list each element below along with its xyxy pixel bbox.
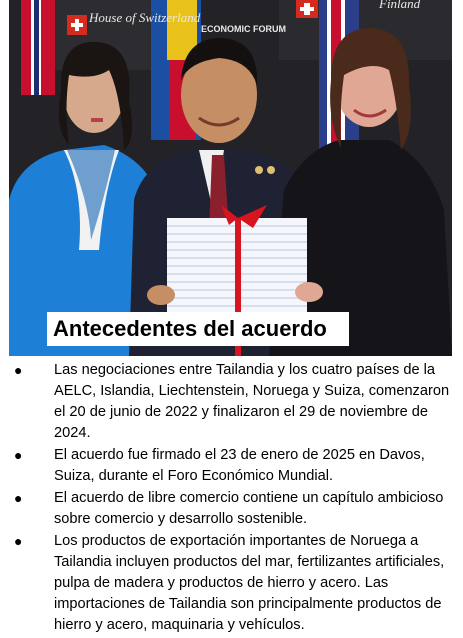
- bullet-list: [0, 360, 463, 637]
- section-title: Antecedentes del acuerdo: [53, 316, 327, 341]
- bullet-marker: ●: [14, 447, 23, 463]
- list-item: [0, 360, 463, 444]
- bullet-marker: ●: [14, 533, 23, 549]
- list-item: [0, 531, 463, 636]
- bullet-text: El acuerdo de libre comercio contiene un capítulo ambicioso sobre comercio y desarrollo sostenible.: [54, 490, 444, 527]
- list-item: [0, 445, 463, 487]
- bullet-text: Los productos de exportación importantes de Noruega a Tailandia incluyen productos del mar, fertilizantes artificiales, pulpa de madera y productos de hierro y acero. Las importaciones de Tailandia son principalmente productos de hierro y acero, maquinaria y vehículos.: [54, 533, 445, 633]
- swiss-flag-sign: [67, 15, 87, 35]
- sign-right-text: Finland: [379, 0, 421, 11]
- sign-mid-text: ECONOMIC FORUM: [201, 24, 286, 34]
- swiss-flag-right: [296, 0, 318, 18]
- bullet-marker: ●: [14, 490, 23, 506]
- sign-left-text: House of Switzerland: [89, 10, 201, 25]
- list-item: [0, 488, 463, 530]
- bullet-text: Las negociaciones entre Tailandia y los cuatro países de la AELC, Islandia, Liechtenstein, Noruega y Suiza, comenzaron el 20 de junio de 2022 y finalizaron el 29 de noviembre de 2024.: [54, 362, 450, 441]
- section-title-box: [47, 312, 349, 346]
- bullet-text: El acuerdo fue firmado el 23 de enero de 2025 en Davos, Suiza, durante el Foro Económico Mundial.: [54, 447, 425, 484]
- bullet-marker: ●: [14, 362, 23, 378]
- flag-left: [21, 0, 55, 95]
- signing-ceremony-photo: [9, 0, 452, 356]
